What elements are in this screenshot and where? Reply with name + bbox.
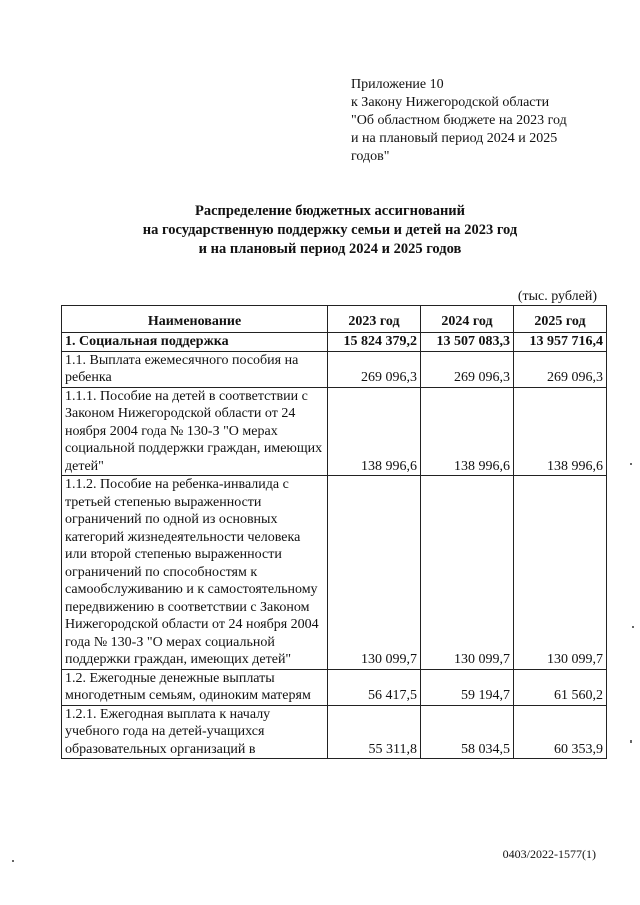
- table-row: [62, 387, 607, 476]
- value-2024: 138 996,6: [421, 387, 514, 476]
- table-header-row: [62, 306, 607, 333]
- value-2025: 130 099,7: [514, 476, 607, 670]
- table-row: [62, 669, 607, 705]
- table-row: [62, 351, 607, 387]
- appendix-line: к Закону Нижегородской области: [351, 95, 550, 110]
- row-name: 1.1. Выплата ежемесячного пособия на ребенка: [62, 351, 328, 387]
- value-2023: 130 099,7: [328, 476, 421, 670]
- value-2024: 59 194,7: [421, 669, 514, 705]
- value-2023: 138 996,6: [328, 387, 421, 476]
- row-name: 1.2. Ежегодные денежные выплаты многодетным семьям, одиноким матерям: [62, 669, 328, 705]
- scan-speck: [632, 626, 634, 628]
- value-2025: 61 560,2: [514, 669, 607, 705]
- column-header-2023: 2023 год: [328, 306, 421, 333]
- row-name: 1.1.2. Пособие на ребенка-инвалида с третьей степенью выраженности ограничений по одной из основных категорий жизнедеятельности человека или второй степенью выраженности ограничений по способностям к самообслуживанию и к самостоятельному передвижению в соответствии с Законом Нижегородской области от 24 ноября 2004 года № 130-З "О мерах социальной поддержки граждан, имеющих детей": [62, 476, 328, 670]
- title-line: на государственную поддержку семьи и детей на 2023 год: [142, 222, 518, 238]
- units-label: (тыс. рублей): [517, 289, 597, 304]
- document-title: [60, 202, 600, 259]
- column-header-name: Наименование: [62, 306, 328, 333]
- column-header-2025: 2025 год: [514, 306, 607, 333]
- value-2024: 13 507 083,3: [421, 333, 514, 352]
- column-header-2024: 2024 год: [421, 306, 514, 333]
- table-row: [62, 705, 607, 759]
- scan-speck: [630, 463, 632, 465]
- document-code: 0403/2022-1577(1): [502, 847, 596, 861]
- appendix-line: Приложение 10: [351, 77, 444, 92]
- value-2024: 269 096,3: [421, 351, 514, 387]
- value-2024: 58 034,5: [421, 705, 514, 759]
- row-name: 1.2.1. Ежегодная выплата к началу учебного года на детей-учащихся образовательных организаций в: [62, 705, 328, 759]
- title-line: и на плановый период 2024 и 2025 годов: [198, 241, 462, 257]
- value-2024: 130 099,7: [421, 476, 514, 670]
- appendix-line: "Об областном бюджете на 2023 год: [351, 113, 567, 128]
- value-2023: 15 824 379,2: [328, 333, 421, 352]
- row-name: 1. Социальная поддержка: [62, 333, 328, 352]
- table-row: [62, 476, 607, 670]
- value-2023: 55 311,8: [328, 705, 421, 759]
- value-2023: 56 417,5: [328, 669, 421, 705]
- table-row: [62, 333, 607, 352]
- value-2023: 269 096,3: [328, 351, 421, 387]
- appendix-header: [351, 76, 611, 166]
- budget-table: [61, 305, 607, 759]
- scan-speck: [12, 860, 14, 862]
- title-line: Распределение бюджетных ассигнований: [194, 203, 466, 219]
- row-name: 1.1.1. Пособие на детей в соответствии с Законом Нижегородской области от 24 ноября 2004 года № 130-З "О мерах социальной поддержки граждан, имеющих детей": [62, 387, 328, 476]
- appendix-line: и на плановый период 2024 и 2025: [351, 131, 558, 146]
- value-2025: 13 957 716,4: [514, 333, 607, 352]
- value-2025: 138 996,6: [514, 387, 607, 476]
- appendix-line: годов": [351, 149, 390, 164]
- scan-speck: [630, 740, 632, 743]
- value-2025: 60 353,9: [514, 705, 607, 759]
- value-2025: 269 096,3: [514, 351, 607, 387]
